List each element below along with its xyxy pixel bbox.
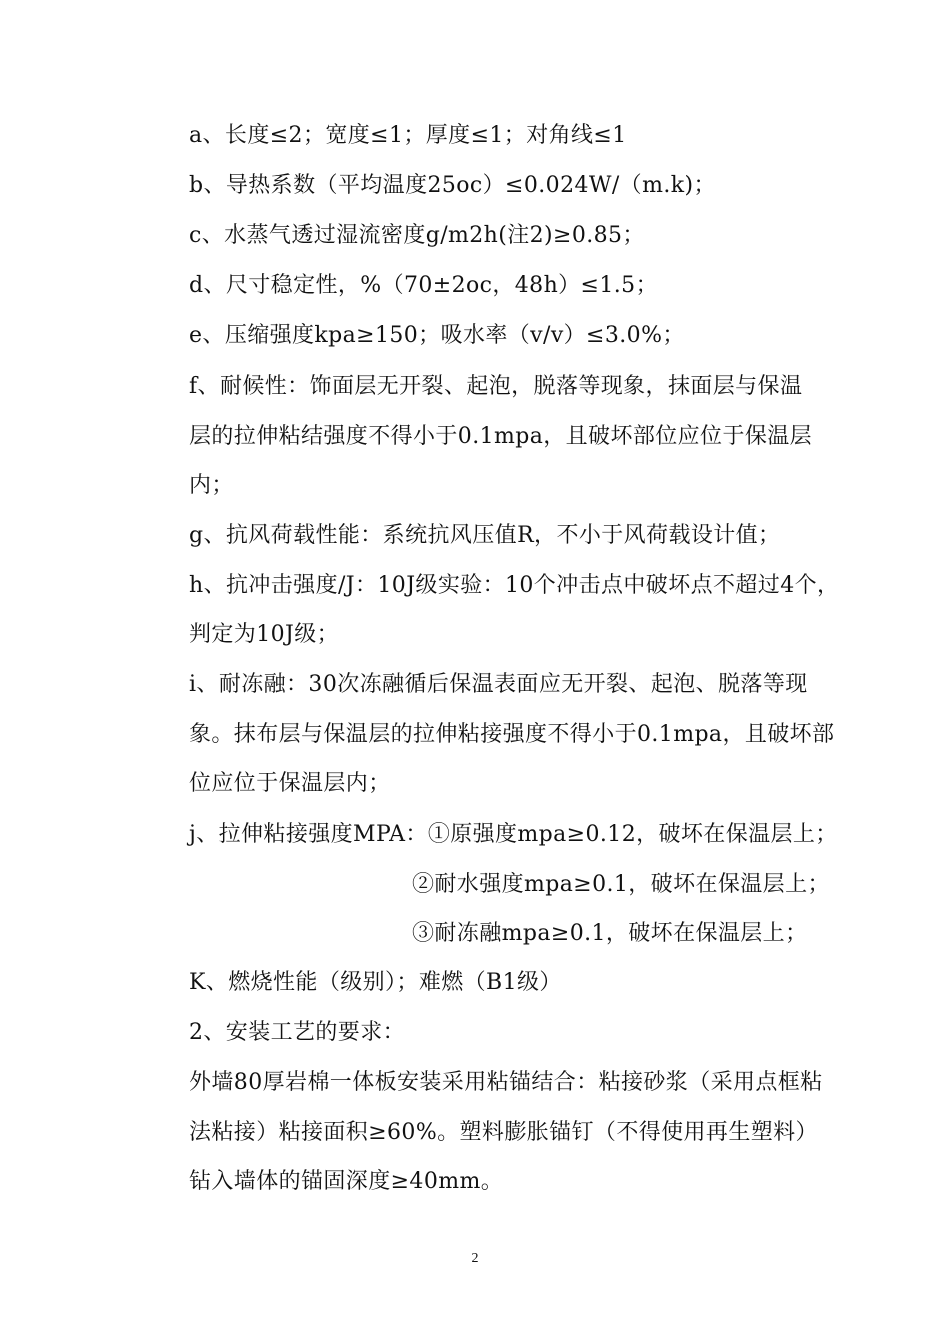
spec-line-i-3: 位应位于保温层内； — [189, 771, 391, 796]
installation-line-3: 钻入墙体的锚固深度≥40mm。 — [189, 1169, 504, 1194]
spec-line-f-2: 层的拉伸粘结强度不得小于0.1mpa，且破坏部位应位于保温层 — [189, 424, 813, 449]
spec-line-d: d、尺寸稳定性，%（70±2oc，48h）≤1.5； — [189, 273, 658, 298]
spec-line-g: g、抗风荷载性能：系统抗风压值R，不小于风荷载设计值； — [189, 523, 781, 548]
spec-line-a: a、长度≤2；宽度≤1；厚度≤1；对角线≤1 — [189, 123, 627, 148]
spec-line-h-1: h、抗冲击强度/J：10J级实验：10个冲击点中破坏点不超过4个， — [189, 573, 840, 598]
section-heading-installation: 2、安装工艺的要求： — [189, 1020, 405, 1045]
installation-line-2: 法粘接）粘接面积≥60%。塑料膨胀锚钉（不得使用再生塑料） — [189, 1120, 818, 1145]
installation-line-1: 外墙80厚岩棉一体板安装采用粘锚结合：粘接砂浆（采用点框粘 — [189, 1070, 823, 1095]
spec-line-j-1: j、拉伸粘接强度MPA：①原强度mpa≥0.12，破坏在保温层上； — [189, 822, 838, 847]
spec-line-b: b、导热系数（平均温度25oc）≤0.024W/（m.k)； — [189, 173, 716, 198]
spec-line-j-2: ②耐水强度mpa≥0.1，破坏在保温层上； — [412, 872, 830, 897]
spec-line-j-3: ③耐冻融mpa≥0.1，破坏在保温层上； — [412, 921, 808, 946]
spec-line-i-1: i、耐冻融：30次冻融循后保温表面应无开裂、起泡、脱落等现 — [189, 672, 808, 697]
spec-line-k: K、燃烧性能（级别）；难燃（B1级） — [189, 970, 562, 995]
spec-line-e: e、压缩强度kpa≥150；吸水率（v/v）≤3.0%； — [189, 323, 685, 348]
spec-line-f-3: 内； — [189, 473, 234, 498]
page-number: 2 — [471, 1251, 479, 1266]
spec-line-h-2: 判定为10J级； — [189, 622, 340, 647]
spec-line-f-1: f、耐候性：饰面层无开裂、起泡，脱落等现象，抹面层与保温 — [189, 374, 803, 399]
spec-line-i-2: 象。抹布层与保温层的拉伸粘接强度不得小于0.1mpa，且破坏部 — [189, 722, 835, 747]
spec-line-c: c、水蒸气透过湿流密度g/m2h(注2)≥0.85； — [189, 223, 645, 248]
